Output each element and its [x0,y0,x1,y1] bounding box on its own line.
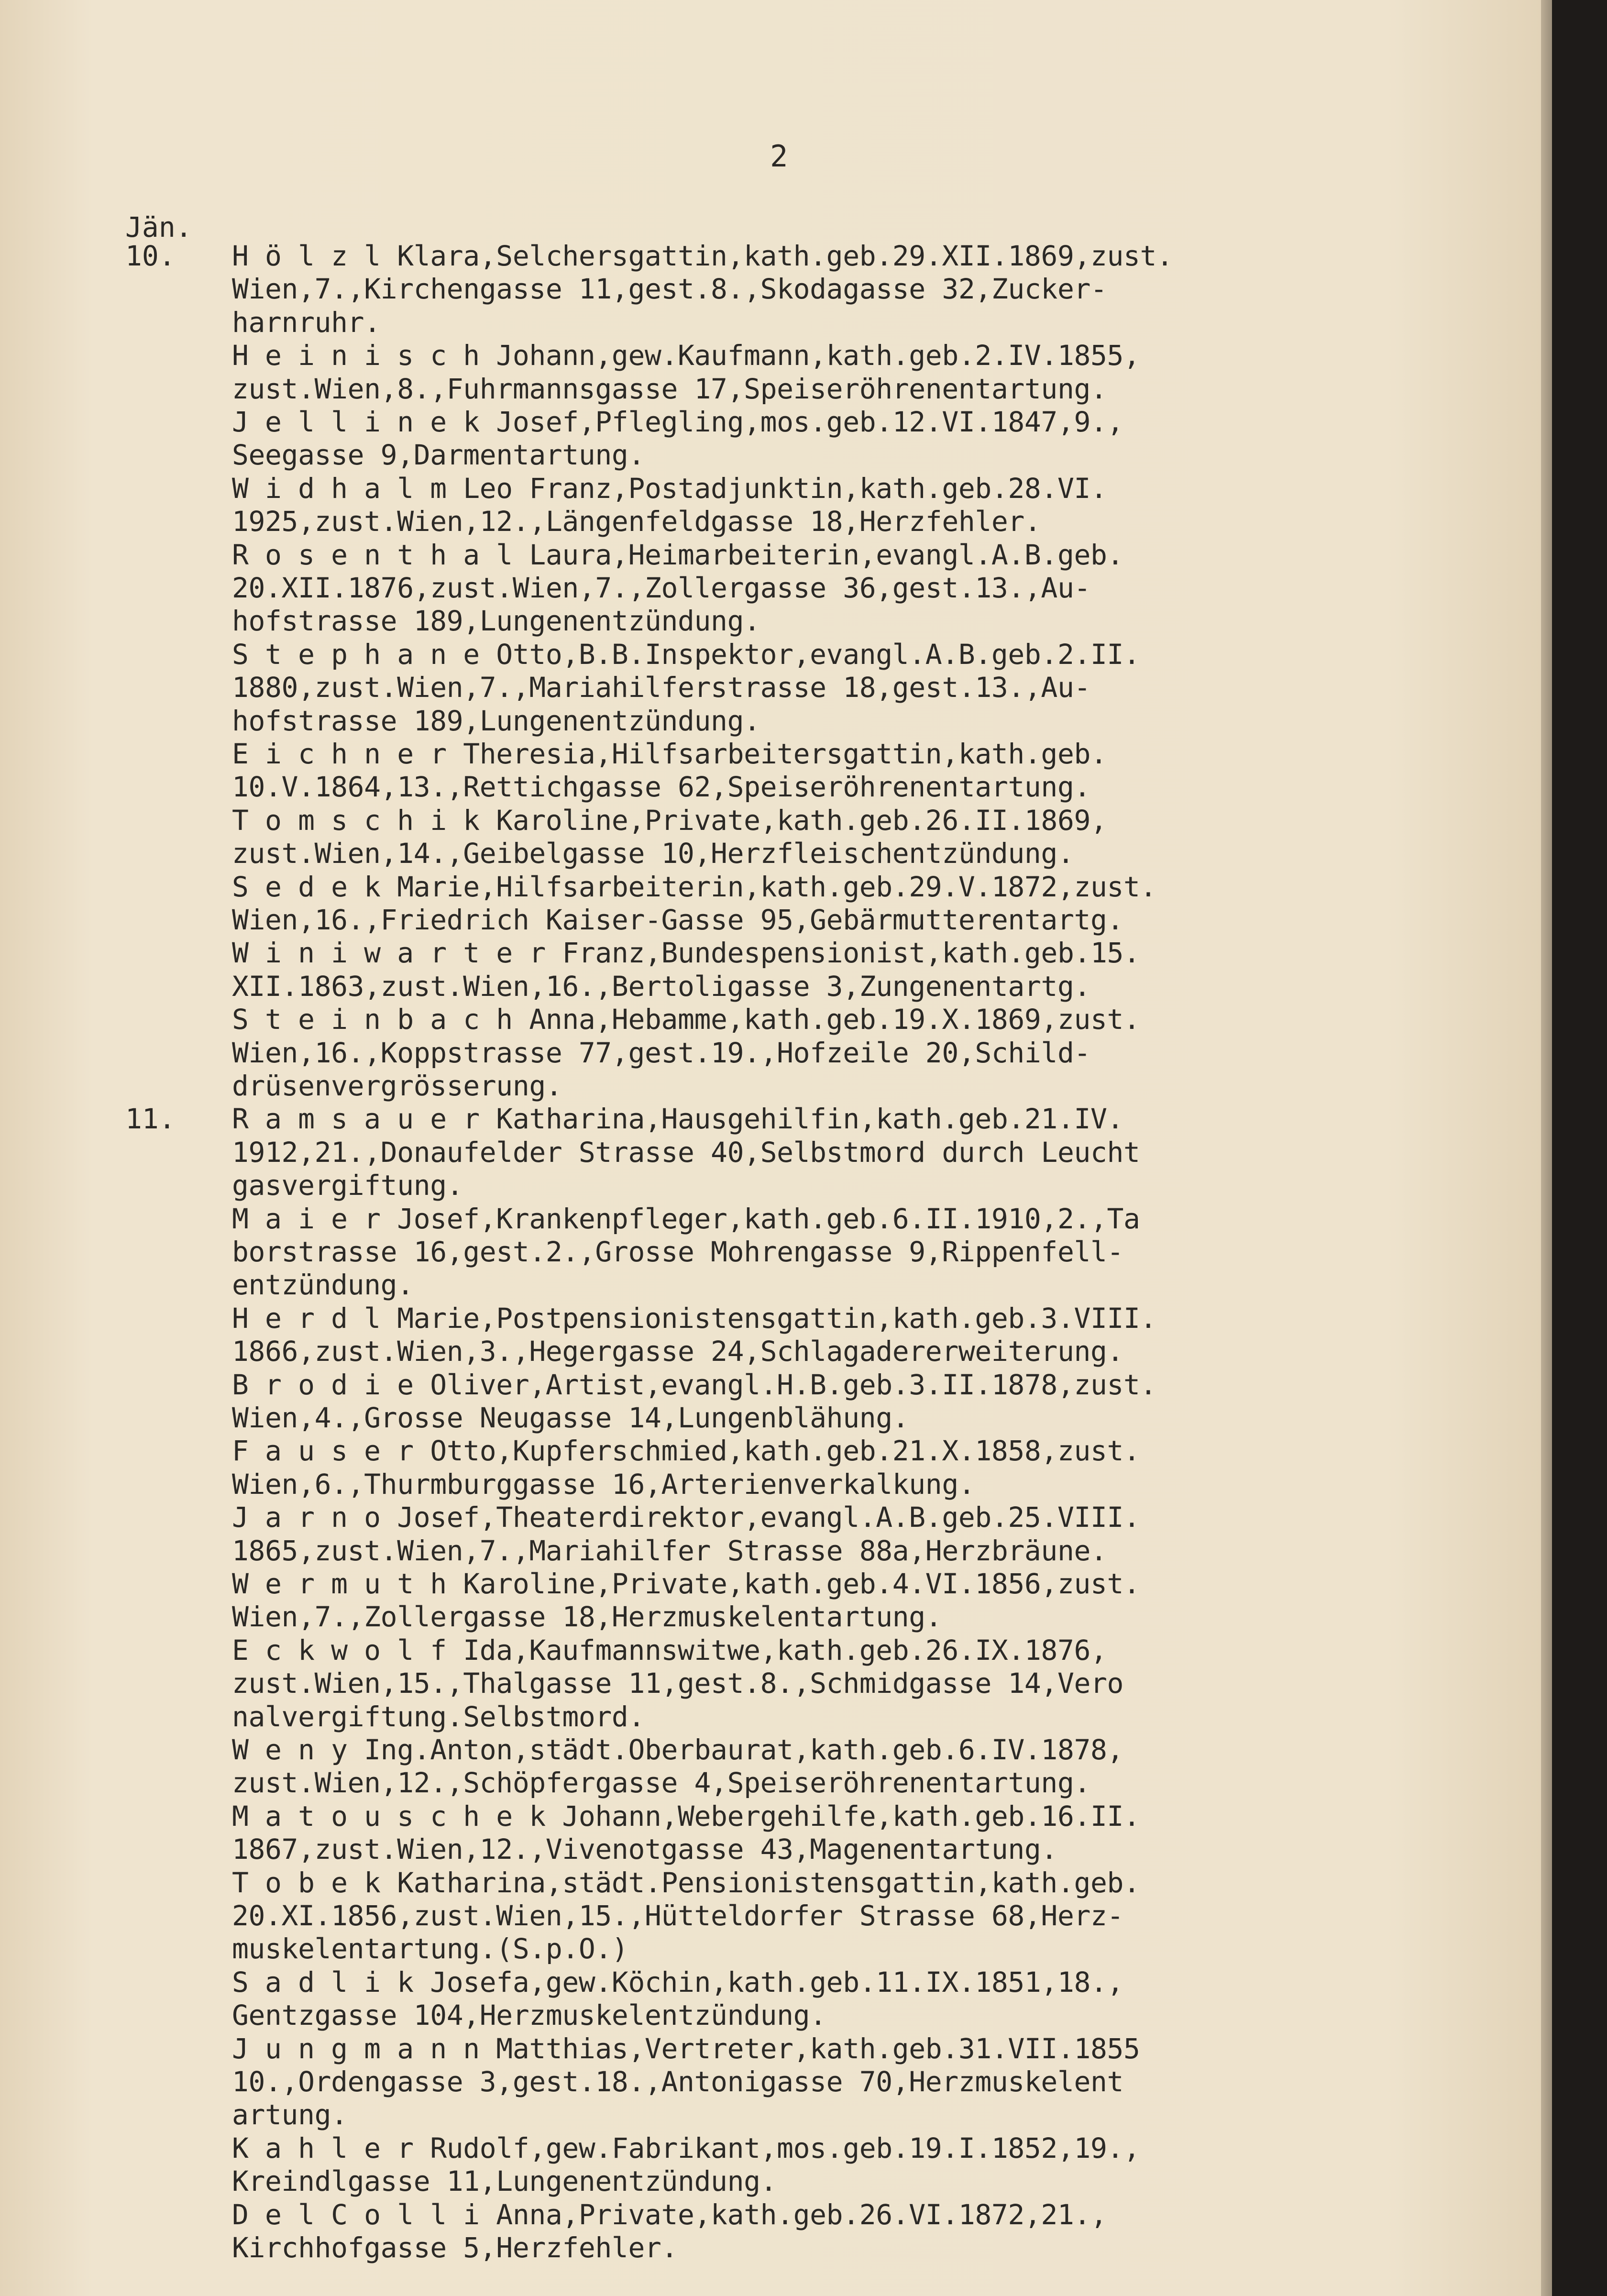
register-line: 20.XI.1856,zust.Wien,15.,Hütteldorfer Strasse 68,Herz- [232,1899,1124,1932]
register-line: hofstrasse 189,Lungenentzündung. [232,605,760,637]
register-line: artung. [232,2098,348,2131]
register-line: drüsenvergrösserung. [232,1070,562,1102]
register-line: Wien,6.,Thurmburggasse 16,Arterienverkalkung. [232,1468,975,1501]
register-line: T o m s c h i k Karoline,Private,kath.geb.26.II.1869, [232,804,1107,837]
register-line: entzündung. [232,1269,414,1301]
register-line: J u n g m a n n Matthias,Vertreter,kath.geb.31.VII.1855 [232,2032,1140,2065]
register-line: T o b e k Katharina,städt.Pensionistensgattin,kath.geb. [232,1866,1140,1899]
register-line: H ö l z l Klara,Selchersgattin,kath.geb.29.XII.1869,zust. [232,240,1173,272]
register-line: S e d e k Marie,Hilfsarbeiterin,kath.geb.29.V.1872,zust. [232,871,1157,903]
register-line: W i d h a l m Leo Franz,Postadjunktin,kath.geb.28.VI. [232,472,1107,505]
register-line: Wien,16.,Koppstrasse 77,gest.19.,Hofzeile 20,Schild- [232,1037,1090,1069]
register-line: W e n y Ing.Anton,städt.Oberbaurat,kath.geb.6.IV.1878, [232,1733,1124,1766]
register-line: M a t o u s c h e k Johann,Webergehilfe,kath.geb.16.II. [232,1800,1140,1832]
register-line: W i n i w a r t e r Franz,Bundespensionist,kath.geb.15. [232,937,1140,969]
register-line: H e i n i s c h Johann,gew.Kaufmann,kath.geb.2.IV.1855, [232,339,1140,372]
register-line: Wien,7.,Zollergasse 18,Herzmuskelentartung. [232,1601,942,1633]
register-line: 1912,21.,Donaufelder Strasse 40,Selbstmord durch Leucht [232,1136,1140,1169]
register-line: zust.Wien,12.,Schöpfergasse 4,Speiseröhrenentartung. [232,1766,1090,1799]
register-line: R a m s a u e r Katharina,Hausgehilfin,kath.geb.21.IV. [232,1103,1124,1135]
register-line: 10.V.1864,13.,Rettichgasse 62,Speiseröhrenentartung. [232,771,1090,803]
register-line: 1880,zust.Wien,7.,Mariahilferstrasse 18,gest.13.,Au- [232,671,1090,704]
register-line: Seegasse 9,Darmentartung. [232,439,645,471]
register-line: 1865,zust.Wien,7.,Mariahilfer Strasse 88a,Herzbräune. [232,1534,1107,1567]
register-line: D e l C o l l i Anna,Private,kath.geb.26.VI.1872,21., [232,2198,1107,2231]
register-line: E i c h n e r Theresia,Hilfsarbeitersgattin,kath.geb. [232,738,1107,770]
register-line: XII.1863,zust.Wien,16.,Bertoligasse 3,Zungenentartg. [232,970,1090,1003]
register-line: borstrasse 16,gest.2.,Grosse Mohrengasse 9,Rippenfell- [232,1236,1124,1268]
register-line: R o s e n t h a l Laura,Heimarbeiterin,evangl.A.B.geb. [232,539,1124,571]
register-line: S t e p h a n e Otto,B.B.Inspektor,evangl.A.B.geb.2.II. [232,638,1140,671]
register-line: zust.Wien,8.,Fuhrmannsgasse 17,Speiseröhrenentartung. [232,373,1107,405]
register-line: B r o d i e Oliver,Artist,evangl.H.B.geb.3.II.1878,zust. [232,1369,1157,1401]
page-number: 2 [770,139,788,174]
register-line: J e l l i n e k Josef,Pflegling,mos.geb.12.VI.1847,9., [232,406,1124,438]
month-label: Jän. [125,211,192,243]
register-line: 10.,Ordengasse 3,gest.18.,Antonigasse 70,Herzmuskelent [232,2065,1124,2098]
register-line: gasvergiftung. [232,1169,463,1202]
register-line: Kreindlgasse 11,Lungenentzündung. [232,2165,777,2197]
register-line: zust.Wien,15.,Thalgasse 11,gest.8.,Schmidgasse 14,Vero [232,1667,1124,1700]
register-line: Kirchhofgasse 5,Herzfehler. [232,2231,678,2264]
register-line: J a r n o Josef,Theaterdirektor,evangl.A.B.geb.25.VIII. [232,1501,1140,1534]
register-line: Wien,7.,Kirchengasse 11,gest.8.,Skodagasse 32,Zucker- [232,273,1107,305]
adjacent-page-edge [1552,0,1607,2296]
register-line: K a h l e r Rudolf,gew.Fabrikant,mos.geb.19.I.1852,19., [232,2132,1140,2164]
register-line: Wien,4.,Grosse Neugasse 14,Lungenblähung. [232,1402,909,1434]
register-line: S t e i n b a c h Anna,Hebamme,kath.geb.19.X.1869,zust. [232,1003,1140,1036]
register-line: E c k w o l f Ida,Kaufmannswitwe,kath.geb.26.IX.1876, [232,1634,1107,1667]
register-line: Wien,16.,Friedrich Kaiser-Gasse 95,Gebärmutterentartg. [232,904,1124,936]
register-line: F a u s e r Otto,Kupferschmied,kath.geb.21.X.1858,zust. [232,1435,1140,1467]
register-line: muskelentartung.(S.p.O.) [232,1932,628,1965]
day-label: 10. [125,240,176,272]
register-line: harnruhr. [232,306,381,339]
register-line: nalvergiftung.Selbstmord. [232,1700,645,1733]
register-line: hofstrasse 189,Lungenentzündung. [232,705,760,737]
register-line: Gentzgasse 104,Herzmuskelentzündung. [232,1999,826,2031]
register-line: 20.XII.1876,zust.Wien,7.,Zollergasse 36,gest.13.,Au- [232,572,1090,604]
register-line: 1867,zust.Wien,12.,Vivenotgasse 43,Magenentartung. [232,1833,1057,1866]
register-line: 1925,zust.Wien,12.,Längenfeldgasse 18,Herzfehler. [232,505,1041,538]
register-line: H e r d l Marie,Postpensionistensgattin,kath.geb.3.VIII. [232,1302,1157,1335]
day-label: 11. [125,1103,176,1135]
register-line: W e r m u t h Karoline,Private,kath.geb.4.VI.1856,zust. [232,1567,1140,1600]
register-line: M a i e r Josef,Krankenpfleger,kath.geb.6.II.1910,2.,Ta [232,1203,1140,1235]
register-line: S a d l i k Josefa,gew.Köchin,kath.geb.11.IX.1851,18., [232,1966,1124,1998]
register-line: 1866,zust.Wien,3.,Hegergasse 24,Schlagadererweiterung. [232,1335,1124,1368]
register-line: zust.Wien,14.,Geibelgasse 10,Herzfleischentzündung. [232,837,1074,870]
